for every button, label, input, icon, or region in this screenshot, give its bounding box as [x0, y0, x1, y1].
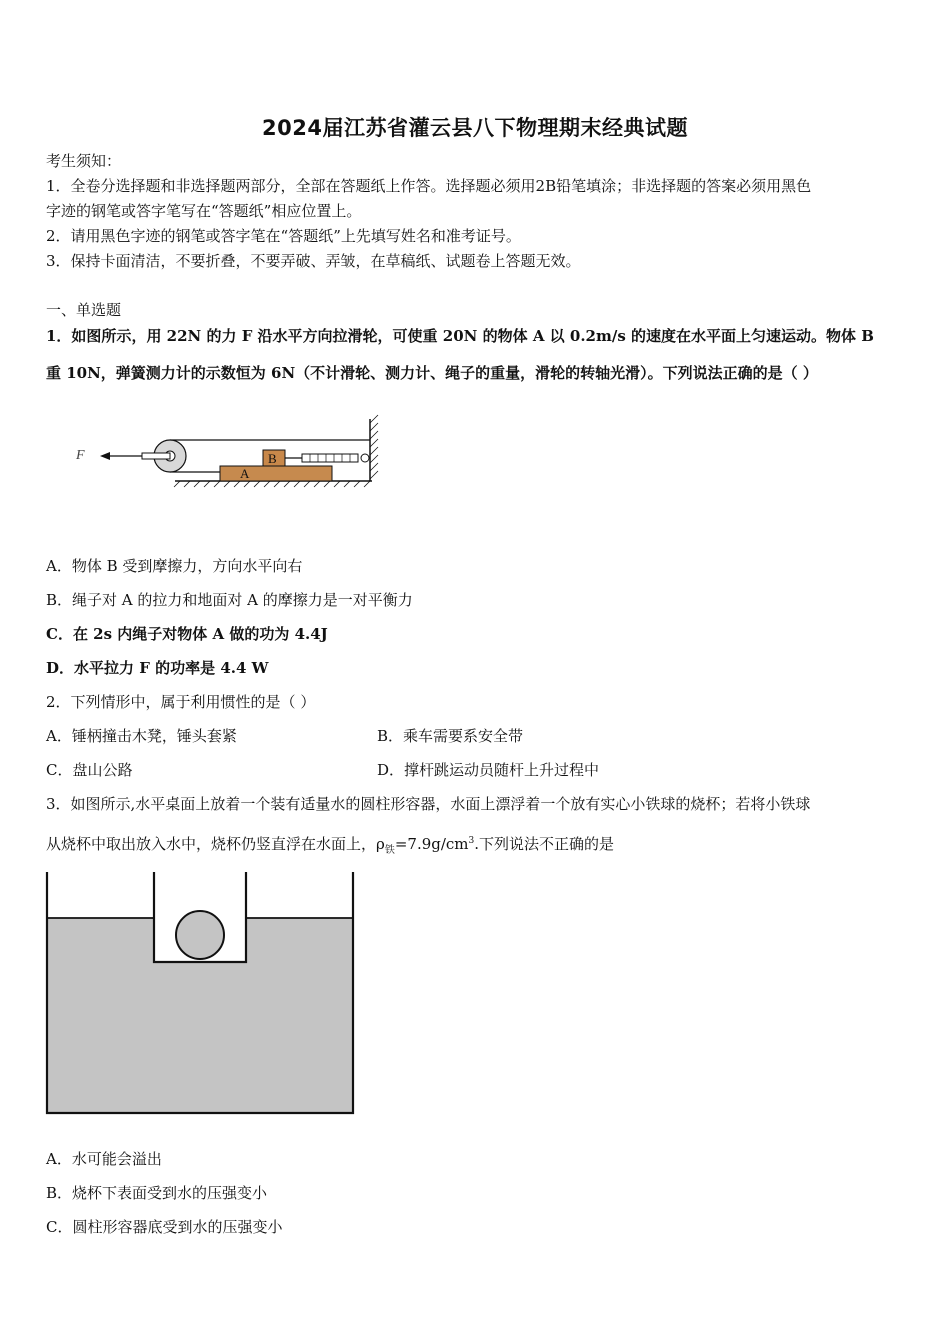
notice-item-1a: 1．全卷分选择题和非选择题两部分，全部在答题纸上作答。选择题必须用2B铅笔填涂；非选择题的答案必须用黑色: [46, 177, 812, 195]
block-a: [220, 466, 332, 481]
q1-option-a: A．物体 B 受到摩擦力，方向水平向右: [46, 557, 303, 575]
q3-option-c: C．圆柱形容器底受到水的压强变小: [46, 1218, 283, 1236]
q3-option-a: A．水可能会溢出: [46, 1150, 162, 1168]
page-title: 2024届江苏省灌云县八下物理期末经典试题: [262, 116, 688, 140]
section-heading: 一、单选题: [46, 301, 122, 319]
q3-stem-line1: 3．如图所示,水平桌面上放着一个装有适量水的圆柱形容器，水面上漂浮着一个放有实心小铁球的烧杯；若将小铁球: [46, 795, 811, 813]
q2-option-c: C．盘山公路: [46, 761, 133, 779]
q3-stem-pre: 从烧杯中取出放入水中，烧杯仍竖直浮在水面上，ρ: [46, 835, 385, 853]
notice-item-3: 3．保持卡面清洁，不要折叠，不要弄破、弄皱，在草稿纸、试题卷上答题无效。: [46, 252, 581, 270]
q3-container-figure: [44, 870, 356, 1116]
q1-stem-line1: 1．如图所示，用 22N 的力 F 沿水平方向拉滑轮，可使重 20N 的物体 A 以 0.2m/s 的速度在水平面上匀速运动。物体 B: [46, 327, 874, 345]
label-a: A: [240, 466, 250, 481]
q3-stem-sub: 铁: [384, 845, 395, 856]
q2-option-d: D．撑杆跳运动员随杆上升过程中: [377, 761, 600, 779]
q1-pulley-figure: [70, 415, 390, 495]
q1-option-c: C．在 2s 内绳子对物体 A 做的功为 4.4J: [46, 625, 328, 643]
q1-option-d: D．水平拉力 F 的功率是 4.4 W: [46, 659, 269, 677]
q1-stem-line2: 重 10N，弹簧测力计的示数恒为 6N（不计滑轮、测力计、绳子的重量，滑轮的转轴光滑）。下列说法正确的是（ ）: [46, 364, 818, 382]
q3-stem-line2: [46, 831, 908, 861]
label-b: B: [268, 451, 277, 466]
q3-stem-post: .下列说法不正确的是: [474, 835, 615, 853]
label-f: F: [76, 448, 85, 463]
q2-stem: 2．下列情形中，属于利用惯性的是（ ）: [46, 693, 316, 711]
q1-option-b: B．绳子对 A 的拉力和地面对 A 的摩擦力是一对平衡力: [46, 591, 413, 609]
iron-ball: [176, 911, 224, 959]
spring-scale: [302, 454, 358, 462]
q2-option-a: A．锤柄撞击木凳，锤头套紧: [46, 727, 237, 745]
notice-item-1b: 字迹的钢笔或答字笔写在“答题纸”相应位置上。: [46, 202, 362, 220]
q3-stem-sup: 3: [468, 836, 475, 846]
q3-stem-mid: =7.9g/cm: [394, 835, 469, 853]
notice-item-2: 2．请用黑色字迹的钢笔或答字笔在“答题纸”上先填写姓名和准考证号。: [46, 227, 521, 245]
q3-option-b: B．烧杯下表面受到水的压强变小: [46, 1184, 268, 1202]
notice-heading: 考生须知：: [46, 152, 122, 170]
q2-option-b: B．乘车需要系安全带: [377, 727, 524, 745]
